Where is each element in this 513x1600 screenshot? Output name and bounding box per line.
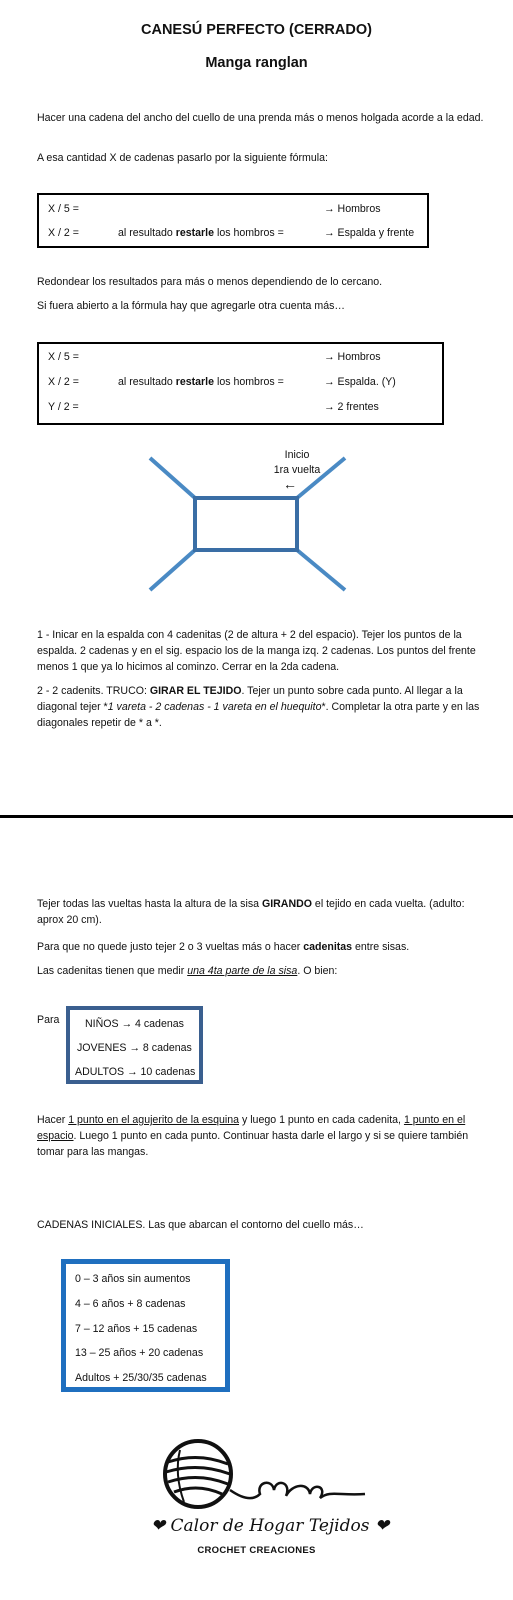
- middle-paragraph-2: Si fuera abierto a la fórmula hay que agregarle otra cuenta más…: [37, 300, 345, 312]
- list-item: 13 – 25 años + 20 cadenas: [75, 1347, 204, 1359]
- formula-box-closed: [37, 193, 429, 248]
- list-item: Adultos + 25/30/35 cadenas: [75, 1372, 207, 1384]
- page-subtitle: Manga ranglan: [205, 55, 308, 71]
- intro-paragraph-1: Hacer una cadena del ancho del cuello de una prenda más o menos holgada acorde a la edad.: [37, 112, 484, 124]
- diagonal-top-left: [150, 458, 195, 498]
- diagonal-bottom-left: [150, 550, 195, 590]
- chain-count-box: [66, 1006, 203, 1084]
- diagonal-top-right: [297, 458, 345, 498]
- formula2-row-2-middle: al resultado restarle los hombros =: [118, 376, 284, 388]
- step-2: 2 - 2 cadenits. TRUCO: GIRAR EL TEJIDO. Tejer un punto sobre cada punto. Al llegar a la diagonal tejer *1 vareta - 2 cadenas - 1 vareta en el huequito*. Completar la otra parte y en las diagonales repetir de * a *.: [37, 685, 480, 729]
- formula2-row-1-left: X / 5 =: [48, 351, 79, 363]
- formula-row-2-middle: al resultado restarle los hombros =: [118, 227, 284, 239]
- formula2-row-3-right: → 2 frentes: [324, 401, 379, 413]
- diagram-label-inicio: Inicio: [284, 449, 310, 461]
- step-1: 1 - Inicar en la espalda con 4 cadenitas (2 de altura + 2 del espacio). Tejer los puntos de la espalda. 2 cadenas y en el sig. espacio los de la manga izq. 2 cadenas. Los puntos del frente menos 1 que ya lo hicimos al cominzo. Cerrar en la 2da cadena.: [37, 629, 476, 673]
- list-item: 0 – 3 años sin aumentos: [75, 1273, 191, 1285]
- list-item: 7 – 12 años + 15 cadenas: [75, 1323, 198, 1335]
- intro-paragraph-2: A esa cantidad X de cadenas pasarlo por la siguiente fórmula:: [37, 152, 328, 164]
- heart-icon: ❤: [150, 1516, 166, 1536]
- list-item: 4 – 6 años + 8 cadenas: [75, 1298, 186, 1310]
- para-label: Para: [37, 1014, 60, 1026]
- chain-adultos: ADULTOS → 10 cadenas: [75, 1066, 196, 1078]
- formula2-row-2-right: → Espalda. (Y): [324, 376, 396, 388]
- formula-row-1-right: → Hombros: [324, 203, 381, 215]
- yoke-diagram: [140, 450, 360, 600]
- brand-tagline: CROCHET CREACIONES: [197, 1545, 316, 1556]
- page2-paragraph-4: Hacer 1 punto en el agujerito de la esquina y luego 1 punto en cada cadenita, 1 punto en el espacio. Luego 1 punto en cada punto. Continuar hasta darle el largo y si se quiere también tomar para las mangas.: [37, 1114, 469, 1158]
- formula-box-open: [37, 342, 444, 425]
- page2-paragraph-3: Las cadenitas tienen que medir una 4ta parte de la sisa. O bien:: [37, 965, 338, 977]
- formula-row-1-left: X / 5 =: [48, 203, 79, 215]
- formula2-row-3-left: Y / 2 =: [48, 401, 79, 413]
- neck-rectangle: [195, 498, 297, 550]
- initial-chains-box: [61, 1259, 230, 1392]
- page2-paragraph-5: CADENAS INICIALES. Las que abarcan el contorno del cuello más…: [37, 1219, 364, 1231]
- diagonal-bottom-right: [297, 550, 345, 590]
- formula-row-2-right: → Espalda y frente: [324, 227, 415, 239]
- heart-icon: ❤: [374, 1516, 390, 1536]
- formula2-row-2-left: X / 2 =: [48, 376, 79, 388]
- page-divider: [0, 815, 513, 818]
- middle-paragraph-1: Redondear los resultados para más o menos dependiendo de lo cercano.: [37, 276, 383, 288]
- diagram-label-vuelta: 1ra vuelta: [273, 464, 321, 476]
- brand-text: Calor de Hogar Tejidos: [170, 1516, 370, 1536]
- page-title: CANESÚ PERFECTO (CERRADO): [141, 22, 372, 38]
- yarn-ball-logo-icon: [160, 1438, 370, 1510]
- formula2-row-1-right: → Hombros: [324, 351, 381, 363]
- chain-jovenes: JOVENES → 8 cadenas: [77, 1042, 192, 1054]
- chain-ninos: NIÑOS → 4 cadenas: [85, 1018, 184, 1030]
- left-arrow-icon: ←: [283, 476, 297, 492]
- brand-name: [140, 1516, 400, 1536]
- page2-paragraph-1: Tejer todas las vueltas hasta la altura de la sisa GIRANDO el tejido en cada vuelta. (adulto: aprox 20 cm).: [37, 898, 465, 926]
- formula-row-2-left: X / 2 =: [48, 227, 79, 239]
- page2-paragraph-2: Para que no quede justo tejer 2 o 3 vueltas más o hacer cadenitas entre sisas.: [37, 941, 410, 953]
